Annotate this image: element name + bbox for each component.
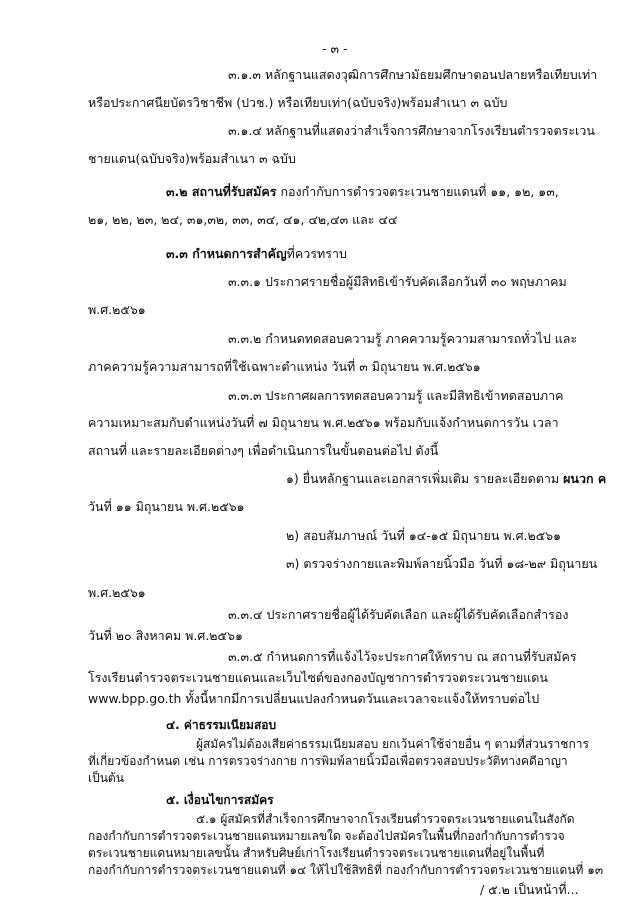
paragraph-line: ตระเวนชายแดนหมายเลขนั้น สำหรับศิษย์เก่าโรงเรียนตำรวจตระเวนชายแดนที่อยู่ในพื้นที่ [88, 846, 545, 860]
paragraph-line: วันที่ ๒๐ สิงหาคม พ.ศ.๒๕๖๑ [88, 628, 243, 643]
list-item-1-text: ๑) ยื่นหลักฐานและเอกสารเพิ่มเติม รายละเอียดตาม [286, 471, 564, 486]
paragraph-line: เป็นต้น [88, 771, 124, 785]
paragraph-line: ๒) สอบสัมภาษณ์ วันที่ ๑๔-๑๕ มิถุนายน พ.ศ.๒๕๖๑ [286, 528, 562, 543]
list-item-1-line [286, 470, 606, 488]
paragraph-line: โรงเรียนตำรวจตระเวนชายแดนและเว็บไซต์ของกองบัญชาการตำรวจตระเวนชายแดน [88, 670, 548, 685]
section-5-heading: ๕. เงื่อนไขการสมัคร [166, 793, 274, 807]
section-4-heading: ๔. ค่าธรรมเนียมสอบ [166, 718, 277, 732]
paragraph-line: ที่เกี่ยวข้องกำหนด เช่น การตรวจร่างกาย การพิมพ์ลายนิ้วมือเพื่อตรวจสอบประวัติทางคดีอาญา [88, 754, 568, 768]
annex-c-label: ผนวก ค [563, 471, 607, 486]
section-3-2-heading: ๓.๒ สถานที่รับสมัคร [166, 184, 277, 199]
paragraph-line: ความเหมาะสมกับตำแหน่งวันที่ ๗ มิถุนายน พ.ศ.๒๕๖๑ พร้อมกับแจ้งกำหนดการวัน เวลา [88, 415, 559, 430]
paragraph-line: ๓.๓.๔ ประกาศรายชื่อผู้ได้รับคัดเลือก และผู้ได้รับคัดเลือกสำรอง [228, 607, 569, 622]
paragraph-line: ๕.๑ ผู้สมัครที่สำเร็จการศึกษาจากโรงเรียนตำรวจตระเวนชายแดนในสังกัด [196, 812, 575, 826]
section-3-2-line [166, 183, 559, 201]
section-3-2-text: กองกำกับการตำรวจตระเวนชายแดนที่ ๑๑, ๑๒, ๑๓, [276, 184, 559, 199]
paragraph-line: หรือประกาศนียบัตรวิชาชีพ (ปวช.) หรือเทียบเท่า(ฉบับจริง)พร้อมสำเนา ๓ ฉบับ [88, 95, 508, 110]
page-number: - ๓ - [322, 41, 348, 56]
section-3-3-line [166, 245, 347, 263]
paragraph-line: ๓.๓.๓ ประกาศผลการทดสอบความรู้ และมีสิทธิเข้าทดสอบภาค [228, 388, 564, 403]
paragraph-line: ๓.๑.๔ หลักฐานที่แสดงว่าสำเร็จการศึกษาจากโรงเรียนตำรวจตระเวน [228, 123, 595, 138]
paragraph-line: ผู้สมัครไม่ต้องเสียค่าธรรมเนียมสอบ ยกเว้นค่าใช้จ่ายอื่น ๆ ตามที่ส่วนราชการ [196, 737, 589, 751]
paragraph-line: www.bpp.go.th ทั้งนี้หากมีการเปลี่ยนแปลงกำหนดวันและเวลาจะแจ้งให้ทราบต่อไป [88, 691, 540, 706]
paragraph-line: สถานที่ และรายละเอียดต่างๆ เพื่อดำเนินการในขั้นตอนต่อไป ดังนี้ [88, 443, 439, 458]
section-3-3-heading: ๓.๓ กำหนดการสำคัญ [166, 246, 287, 261]
paragraph-line: ๓.๓.๑ ประกาศรายชื่อผู้มีสิทธิเข้ารับคัดเลือกวันที่ ๓๐ พฤษภาคม [228, 274, 567, 289]
paragraph-line: ๓.๑.๓ หลักฐานแสดงวุฒิการศึกษามัธยมศึกษาตอนปลายหรือเทียบเท่า [228, 67, 598, 82]
paragraph-line: กองกำกับการตำรวจตระเวนชายแดนที่ ๑๔ ให้ไปใช้สิทธิที่ กองกำกับการตำรวจตระเวนชายแดนที่ ๑๓ [88, 863, 604, 877]
section-3-3-text: ที่ควรทราบ [286, 246, 347, 261]
paragraph-line: ๓) ตรวจร่างกายและพิมพ์ลายนิ้วมือ วันที่ ๑๘-๒๙ มิถุนายน [286, 556, 598, 571]
page-continuation: / ๕.๒ เป็นหน้าที่... [480, 882, 579, 897]
paragraph-line: ชายแดน(ฉบับจริง)พร้อมสำเนา ๓ ฉบับ [88, 151, 296, 166]
paragraph-line: กองกำกับการตำรวจตระเวนชายแดนหมายเลขใด จะต้องไปสมัครในพื้นที่กองกำกับการตำรวจ [88, 829, 565, 843]
paragraph-line: ๒๑, ๒๒, ๒๓, ๒๔, ๓๑,๓๒, ๓๓, ๓๔, ๔๑, ๔๒,๔๓ และ ๔๔ [88, 212, 398, 227]
paragraph-line: ๓.๓.๒ กำหนดทดสอบความรู้ ภาคความรู้ความสามารถทั่วไป และ [228, 331, 578, 346]
paragraph-line: พ.ศ.๒๕๖๑ [88, 302, 146, 317]
paragraph-line: ๓.๓.๕ กำหนดการที่แจ้งไว้จะประกาศให้ทราบ ณ สถานที่รับสมัคร [228, 649, 577, 664]
paragraph-line: ภาคความรู้ความสามารถที่ใช้เฉพาะตำแหน่ง วันที่ ๓ มิถุนายน พ.ศ.๒๕๖๑ [88, 359, 481, 374]
paragraph-line: พ.ศ.๒๕๖๑ [88, 585, 146, 600]
paragraph-line: วันที่ ๑๑ มิถุนายน พ.ศ.๒๕๖๑ [88, 499, 245, 514]
